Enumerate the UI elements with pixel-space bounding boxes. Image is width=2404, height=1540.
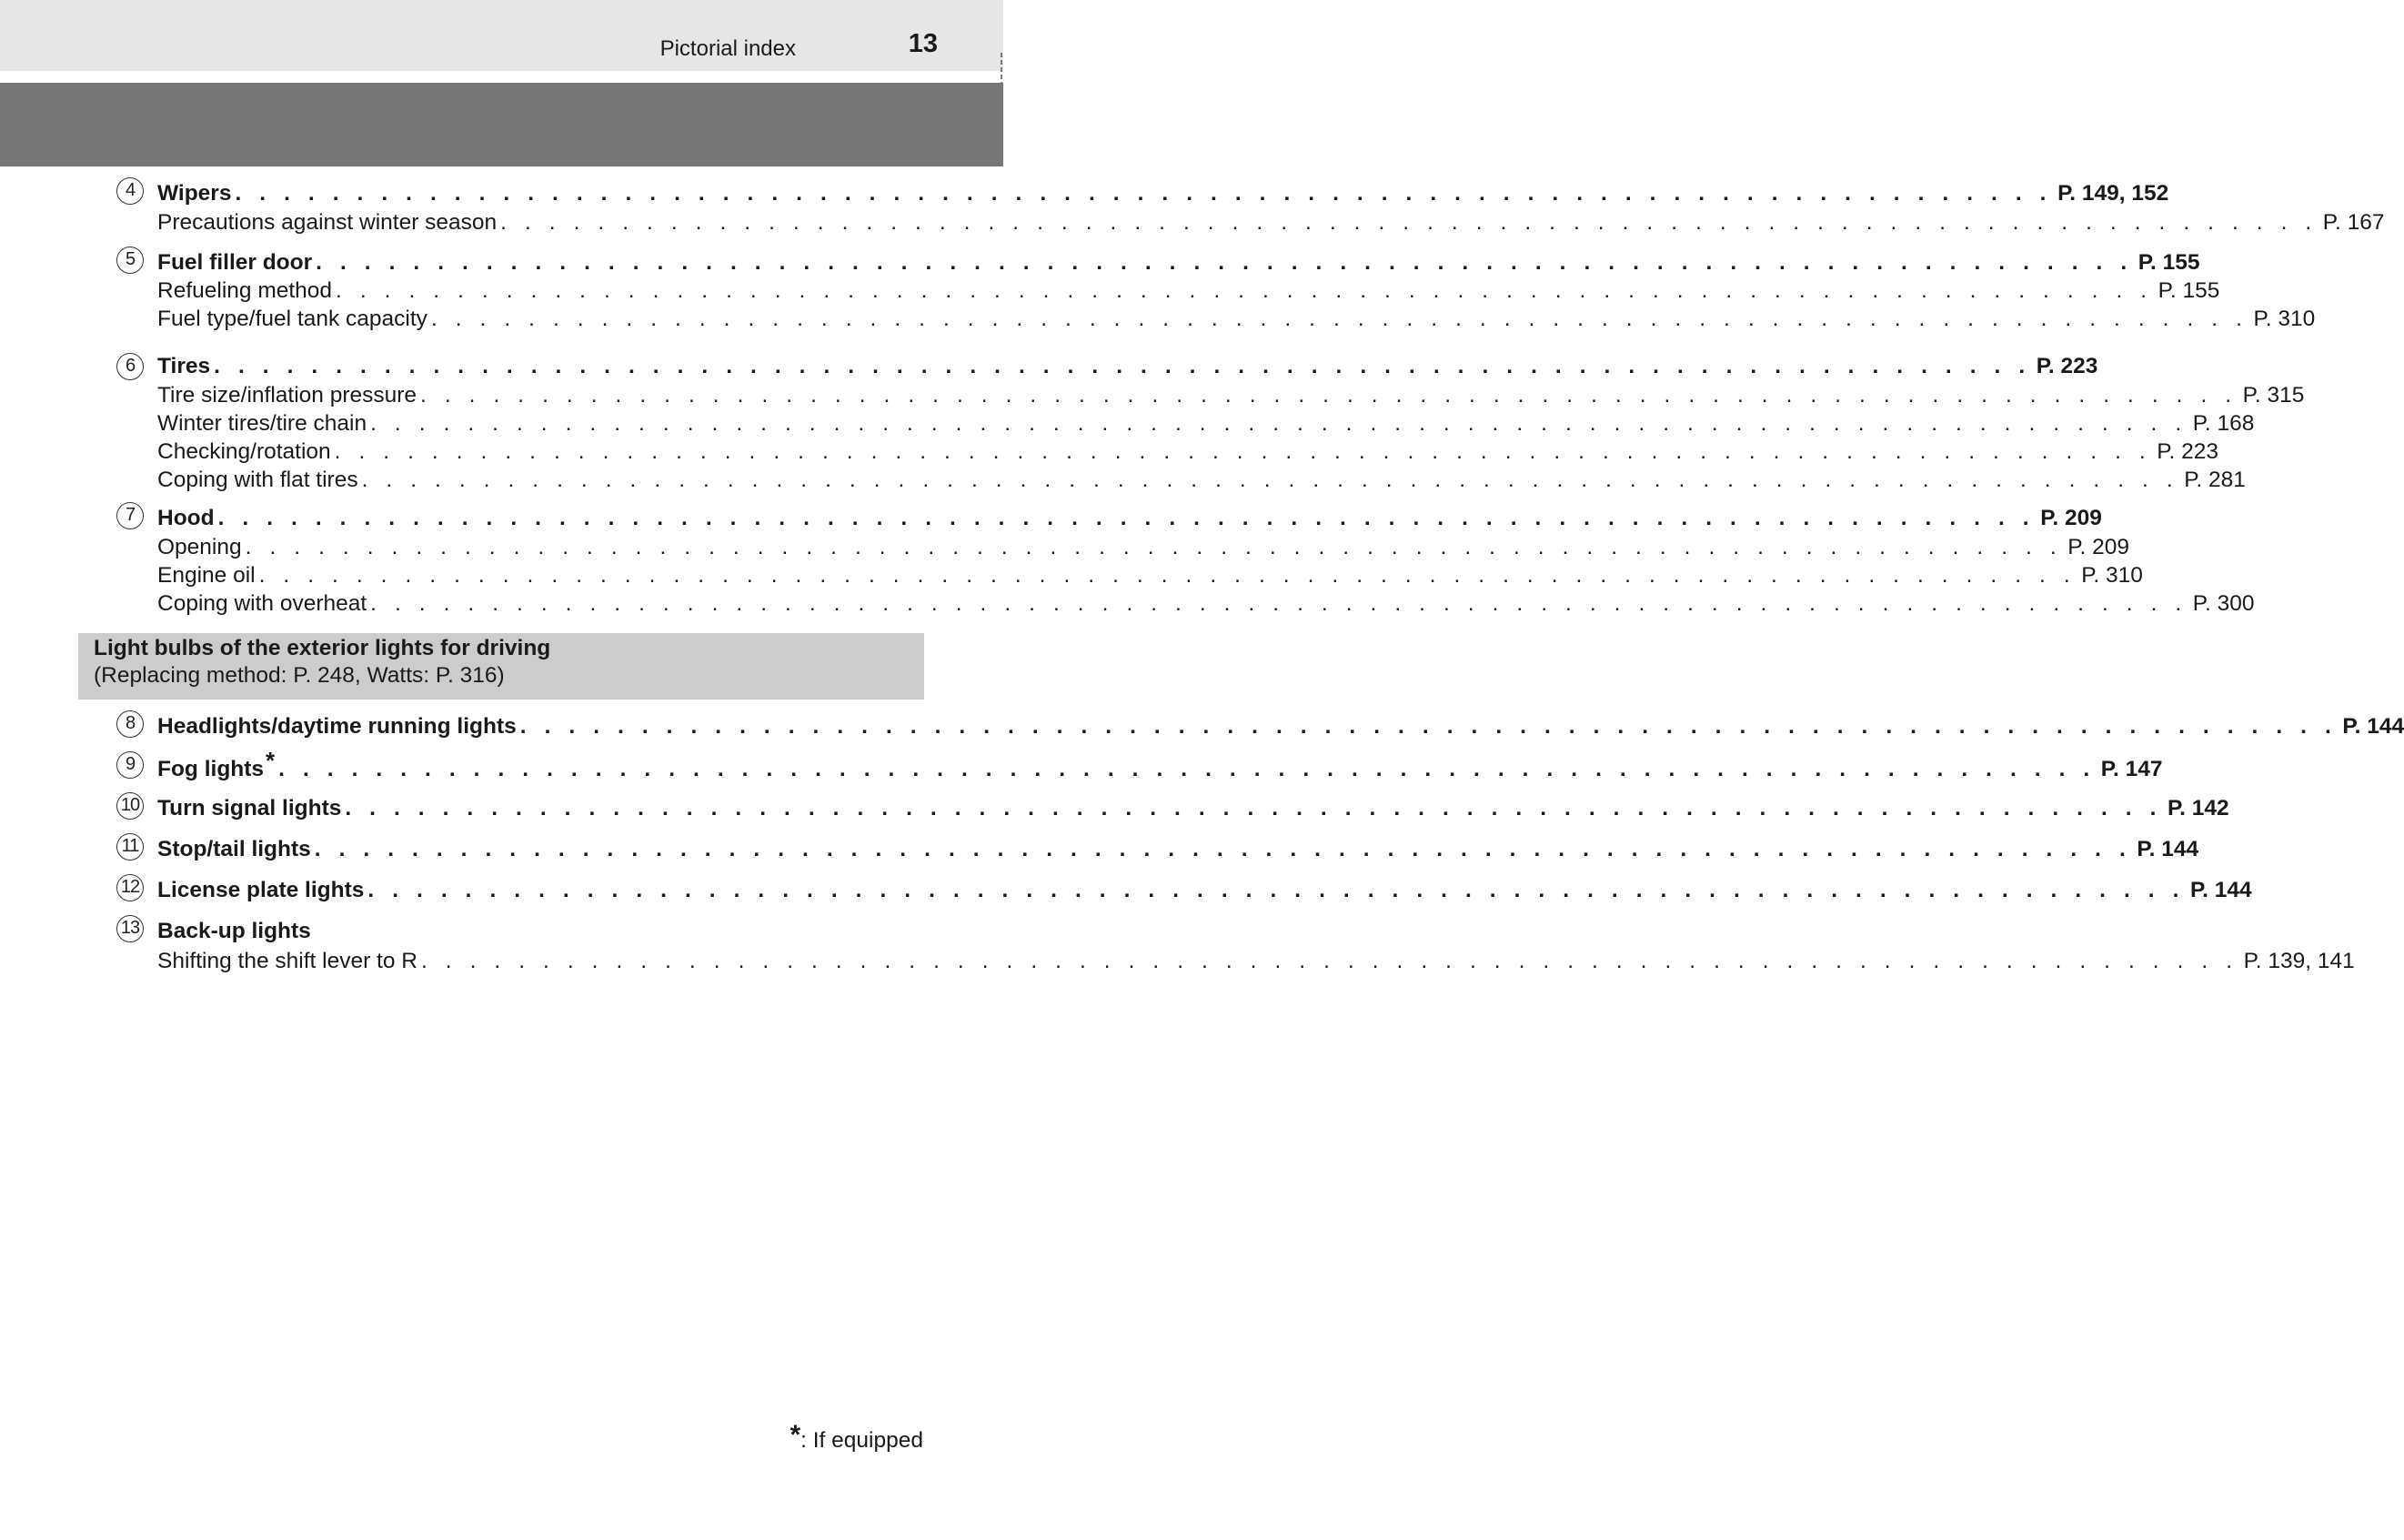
index-entry-wipers[interactable]	[157, 180, 2169, 207]
index-entry-fog-lights[interactable]	[157, 747, 2163, 781]
leader-dots: . . . . . . . . . . . . . . . . . . . . . . . . . . . . . . . . . . . . . . . . . . . . . . . . . . . . . . . . . . . . . . . . . . . . . . . . . . .	[336, 278, 2153, 303]
entry-label: Stop/tail lights	[157, 837, 311, 861]
index-subentry[interactable]	[157, 562, 2143, 589]
entry-label: Fuel filler door	[157, 250, 313, 275]
subentry-page: P. 310	[2081, 563, 2143, 588]
subentry-page: P. 310	[2253, 307, 2316, 331]
section-title: Light bulbs of the exterior lights for driving	[94, 636, 551, 660]
entry-label: Wipers	[157, 181, 232, 206]
entry-page: P. 142	[2167, 796, 2229, 820]
leader-dots: . . . . . . . . . . . . . . . . . . . . . . . . . . . . . . . . . . . . . . . . . . . . . . . . . . . . . . . . . . . . . . . . . . . . . . . . . . .	[361, 468, 2179, 492]
item-number-7: 7	[116, 502, 144, 529]
leader-dots: . . . . . . . . . . . . . . . . . . . . . . . . . . . . . . . . . . . . . . . . . . . . . . . . . . . . . . . . . . . . . . . . . . . . . . . . . . .	[235, 181, 2053, 206]
index-subentry[interactable]	[157, 534, 2129, 561]
index-entry-back-up-lights[interactable]	[157, 918, 880, 945]
subentry-label: Opening	[157, 535, 242, 559]
item-number-5: 5	[116, 247, 144, 274]
item-number-12: 12	[116, 874, 144, 901]
entry-page: P. 144	[2137, 837, 2199, 861]
subentry-label: Coping with overheat	[157, 591, 367, 616]
leader-dots: . . . . . . . . . . . . . . . . . . . . . . . . . . . . . . . . . . . . . . . . . . . . . . . . . . . . . . . . . . . . . . . . . . . . . . . . . . .	[367, 878, 2185, 902]
index-entry-stop-tail-lights[interactable]	[157, 836, 2199, 863]
subentry-label: Shifting the shift lever to R	[157, 949, 417, 973]
index-subentry[interactable]	[157, 467, 2246, 494]
header-band	[0, 83, 1003, 166]
leader-dots: . . . . . . . . . . . . . . . . . . . . . . . . . . . . . . . . . . . . . . . . . . . . . . . . . . . . . . . . . . . . . . . . . . . . . . . . . . .	[430, 307, 2248, 331]
index-subentry[interactable]	[157, 438, 2218, 466]
subentry-label: Fuel type/fuel tank capacity	[157, 307, 427, 331]
entry-label-text: Fog lights	[157, 757, 265, 781]
entry-page: P. 149, 152	[2057, 181, 2169, 206]
leader-dots: . . . . . . . . . . . . . . . . . . . . . . . . . . . . . . . . . . . . . . . . . . . . . . . . . . . . . . . . . . . . . . . . . . . . . . . . . . .	[316, 250, 2133, 275]
leader-dots: . . . . . . . . . . . . . . . . . . . . . . . . . . . . . . . . . . . . . . . . . . . . . . . . . . . . . . . . . . . . . . . . . . . . . . . . . . .	[314, 837, 2132, 861]
leader-dots: . . . . . . . . . . . . . . . . . . . . . . . . . . . . . . . . . . . . . . . . . . . . . . . . . . . . . . . . . . . . . . . . . . . . . . . . . . .	[214, 354, 2031, 378]
subentry-page: P. 139, 141	[2243, 949, 2355, 973]
entry-label: Headlights/daytime running lights	[157, 714, 517, 739]
subentry-label: Coping with flat tires	[157, 468, 358, 492]
footnote-if-equipped	[790, 1420, 923, 1456]
subentry-label: Checking/rotation	[157, 439, 331, 464]
index-subentry[interactable]	[157, 590, 2255, 618]
subentry-label: Precautions against winter season	[157, 210, 498, 235]
leader-dots: . . . . . . . . . . . . . . . . . . . . . . . . . . . . . . . . . . . . . . . . . . . . . . . . . . . . . . . . . . . . . . . . . . . . . . . . . . .	[500, 210, 2318, 235]
index-subentry[interactable]	[157, 209, 2385, 237]
leader-dots: . . . . . . . . . . . . . . . . . . . . . . . . . . . . . . . . . . . . . . . . . . . . . . . . . . . . . . . . . . . . . . . . . . . . . . . . . . .	[370, 591, 2188, 616]
leader-dots: . . . . . . . . . . . . . . . . . . . . . . . . . . . . . . . . . . . . . . . . . . . . . . . . . . . . . . . . . . . . . . . . . . . . . . . . . . .	[420, 383, 2238, 408]
index-entry-fuel-filler-door[interactable]	[157, 249, 2200, 277]
index-subentry[interactable]	[157, 410, 2255, 438]
subentry-label: Refueling method	[157, 278, 333, 303]
leader-dots: . . . . . . . . . . . . . . . . . . . . . . . . . . . . . . . . . . . . . . . . . . . . . . . . . . . . . . . . . . . . . . . . . . . . . . . . . . .	[519, 714, 2338, 739]
leader-dots: . . . . . . . . . . . . . . . . . . . . . . . . . . . . . . . . . . . . . . . . . . . . . . . . . . . . . . . . . . . . . . . . . . . . . . . . . . .	[370, 411, 2188, 436]
leader-dots: . . . . . . . . . . . . . . . . . . . . . . . . . . . . . . . . . . . . . . . . . . . . . . . . . . . . . . . . . . . . . . . . . . . . . . . . . . .	[334, 439, 2152, 464]
page-header	[0, 0, 1003, 73]
leader-dots: . . . . . . . . . . . . . . . . . . . . . . . . . . . . . . . . . . . . . . . . . . . . . . . . . . . . . . . . . . . . . . . . . . . . . . . . . . .	[258, 563, 2077, 588]
footnote-marker: *	[790, 1420, 801, 1450]
item-number-6: 6	[116, 353, 144, 380]
subentry-page: P. 168	[2192, 411, 2255, 436]
entry-page: P. 223	[2036, 354, 2098, 378]
entry-page: P. 144	[2342, 714, 2404, 739]
leader-dots: . . . . . . . . . . . . . . . . . . . . . . . . . . . . . . . . . . . . . . . . . . . . . . . . . . . . . . . . . . . . . . . . . . . . . . . . . . .	[345, 796, 2162, 820]
subentry-page: P. 281	[2184, 468, 2246, 492]
entry-page: P. 209	[2040, 506, 2102, 530]
entry-label	[157, 747, 276, 783]
item-number-10: 10	[116, 792, 144, 820]
entry-label: Back-up lights	[157, 919, 311, 943]
index-entry-license-plate-lights[interactable]	[157, 877, 2252, 904]
item-number-13: 13	[116, 915, 144, 942]
if-equipped-marker: *	[266, 747, 276, 774]
index-subentry[interactable]	[157, 382, 2305, 409]
subentry-label: Engine oil	[157, 563, 256, 588]
leader-dots: . . . . . . . . . . . . . . . . . . . . . . . . . . . . . . . . . . . . . . . . . . . . . . . . . . . . . . . . . . . . . . . . . . . . . . . . . . .	[420, 949, 2238, 973]
section-subtitle: (Replacing method: P. 248, Watts: P. 316)	[94, 663, 505, 688]
subentry-page: P. 167	[2322, 210, 2385, 235]
entry-page: P. 147	[2100, 757, 2163, 781]
subentry-label: Winter tires/tire chain	[157, 411, 367, 436]
entry-page: P. 155	[2137, 250, 2200, 275]
leader-dots: . . . . . . . . . . . . . . . . . . . . . . . . . . . . . . . . . . . . . . . . . . . . . . . . . . . . . . . . . . . . . . . . . . . . . . . . . . .	[278, 757, 2096, 781]
subentry-page: P. 315	[2242, 383, 2305, 408]
index-entry-hood[interactable]	[157, 505, 2102, 532]
item-number-11: 11	[116, 833, 144, 861]
item-number-4: 4	[116, 177, 144, 205]
index-entry-headlights[interactable]	[157, 713, 2404, 740]
subentry-label: Tire size/inflation pressure	[157, 383, 417, 408]
section-header-light-bulbs	[78, 633, 924, 700]
index-subentry[interactable]	[157, 306, 2316, 333]
leader-dots: . . . . . . . . . . . . . . . . . . . . . . . . . . . . . . . . . . . . . . . . . . . . . . . . . . . . . . . . . . . . . . . . . . . . . . . . . . .	[217, 506, 2036, 530]
entry-page: P. 144	[2190, 878, 2252, 902]
index-subentry[interactable]	[157, 277, 2220, 305]
subentry-page: P. 209	[2067, 535, 2129, 559]
subentry-page: P. 223	[2157, 439, 2218, 464]
index-entry-tires[interactable]	[157, 353, 2098, 380]
subentry-page: P. 300	[2192, 591, 2255, 616]
index-subentry[interactable]	[157, 948, 2355, 975]
item-number-9: 9	[116, 751, 144, 779]
entry-label: Hood	[157, 506, 215, 530]
subentry-page: P. 155	[2158, 278, 2220, 303]
index-entry-turn-signal-lights[interactable]	[157, 795, 2229, 822]
entry-label: License plate lights	[157, 878, 365, 902]
page-number: 13	[908, 29, 938, 58]
leader-dots: . . . . . . . . . . . . . . . . . . . . . . . . . . . . . . . . . . . . . . . . . . . . . . . . . . . . . . . . . . . . . . . . . . . . . . . . . . .	[245, 535, 2063, 559]
item-number-8: 8	[116, 710, 144, 738]
footnote-text: : If equipped	[800, 1428, 923, 1453]
header-title: Pictorial index	[659, 36, 796, 61]
entry-label: Tires	[157, 354, 211, 378]
entry-label: Turn signal lights	[157, 796, 342, 820]
